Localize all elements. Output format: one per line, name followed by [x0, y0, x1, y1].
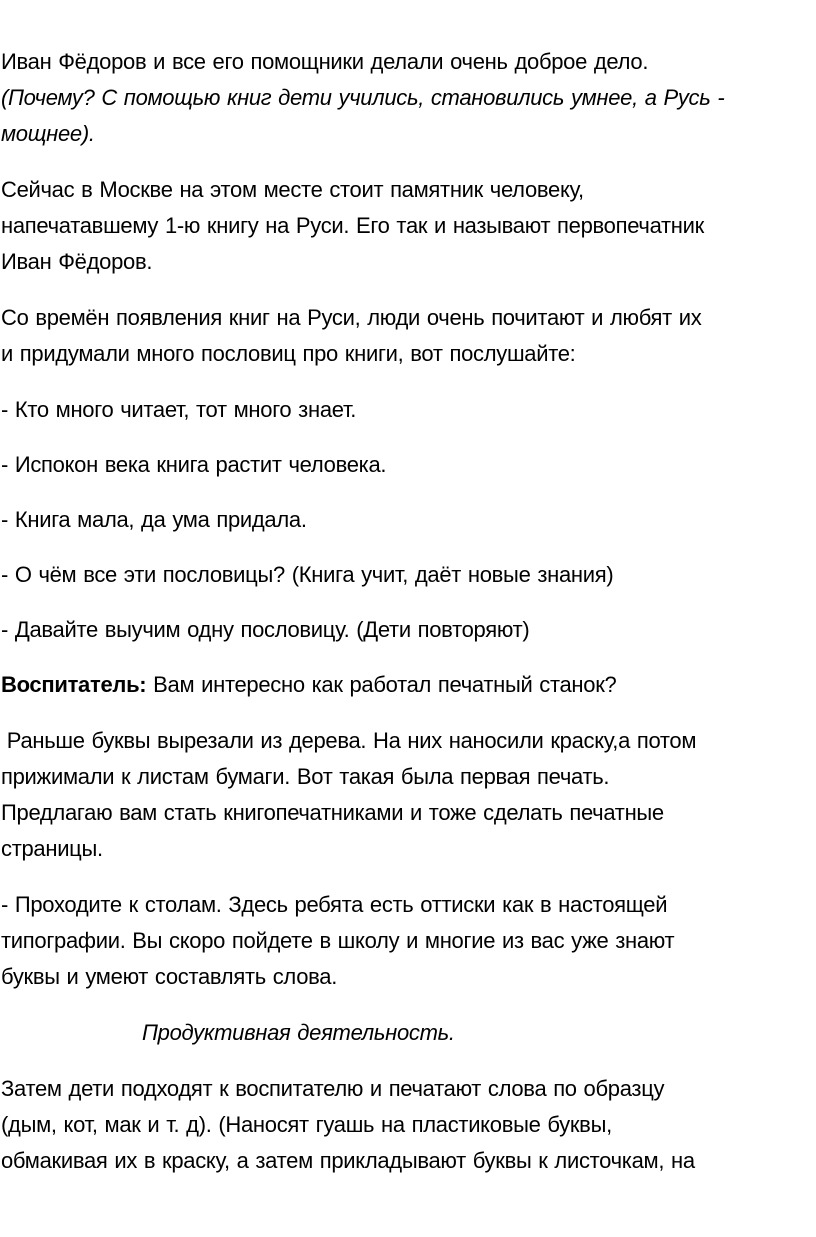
line: типографии. Вы скоро пойдете в школу и многие из вас уже знают — [1, 928, 675, 953]
line: и придумали много пословиц про книги, вот послушайте: — [1, 341, 576, 366]
line: - Проходите к столам. Здесь ребята есть оттиски как в настоящей — [1, 892, 668, 917]
line: страницы. — [1, 836, 103, 861]
line: - О чём все эти пословицы? (Книга учит, даёт новые знания) — [1, 562, 614, 587]
document-page — [0, 44, 816, 1199]
line: - Давайте выучим одну пословицу. (Дети повторяют) — [1, 617, 530, 642]
line: напечатавшему 1-ю книгу на Руси. Его так и называют первопечатник — [1, 213, 704, 238]
line: буквы и умеют составлять слова. — [1, 964, 338, 989]
line: Со времён появления книг на Руси, люди очень почитают и любят их — [1, 305, 702, 330]
proverb-learn — [1, 612, 808, 648]
line: прижимали к листам бумаги. Вот такая была первая печать. — [1, 764, 610, 789]
paragraph-why-answer — [1, 80, 808, 152]
line: (Почему? С помощью книг дети учились, становились умнее, а Русь - — [1, 85, 725, 110]
paragraph-teacher-question — [1, 667, 808, 703]
line: - Испокон века книга растит человека. — [1, 452, 387, 477]
line: Сейчас в Москве на этом месте стоит памятник человеку, — [1, 177, 584, 202]
paragraph-printing-explanation — [1, 723, 808, 867]
line: Предлагаю вам стать книгопечатниками и тоже сделать печатные — [1, 800, 664, 825]
paragraph-fedorov-intro — [1, 44, 808, 80]
paragraph-monument — [1, 172, 808, 280]
section-title-text: Продуктивная деятельность. — [142, 1020, 455, 1045]
line: мощнее). — [1, 121, 95, 146]
line: Иван Фёдоров. — [1, 249, 153, 274]
speaker-label: Воспитатель: — [1, 672, 147, 697]
line: - Книга мала, да ума придала. — [1, 507, 307, 532]
line: обмакивая их в краску, а затем прикладывают буквы к листочкам, на — [1, 1148, 695, 1173]
proverb-question — [1, 557, 808, 593]
line: Раньше буквы вырезали из дерева. На них наносили краску,а потом — [1, 728, 697, 753]
proverb-item — [1, 502, 808, 538]
paragraph-go-to-tables — [1, 887, 808, 995]
section-title — [1, 1015, 808, 1051]
line: Иван Фёдоров и все его помощники делали очень доброе дело. — [1, 49, 649, 74]
paragraph-activity — [1, 1071, 808, 1179]
line: Затем дети подходят к воспитателю и печатают слова по образцу — [1, 1076, 665, 1101]
speaker-text: Вам интересно как работал печатный станок? — [146, 672, 617, 697]
proverb-item — [1, 392, 808, 428]
line: (дым, кот, мак и т. д). (Наносят гуашь на пластиковые буквы, — [1, 1112, 612, 1137]
line: - Кто много читает, тот много знает. — [1, 397, 357, 422]
paragraph-proverbs-intro — [1, 300, 808, 372]
proverb-item — [1, 447, 808, 483]
